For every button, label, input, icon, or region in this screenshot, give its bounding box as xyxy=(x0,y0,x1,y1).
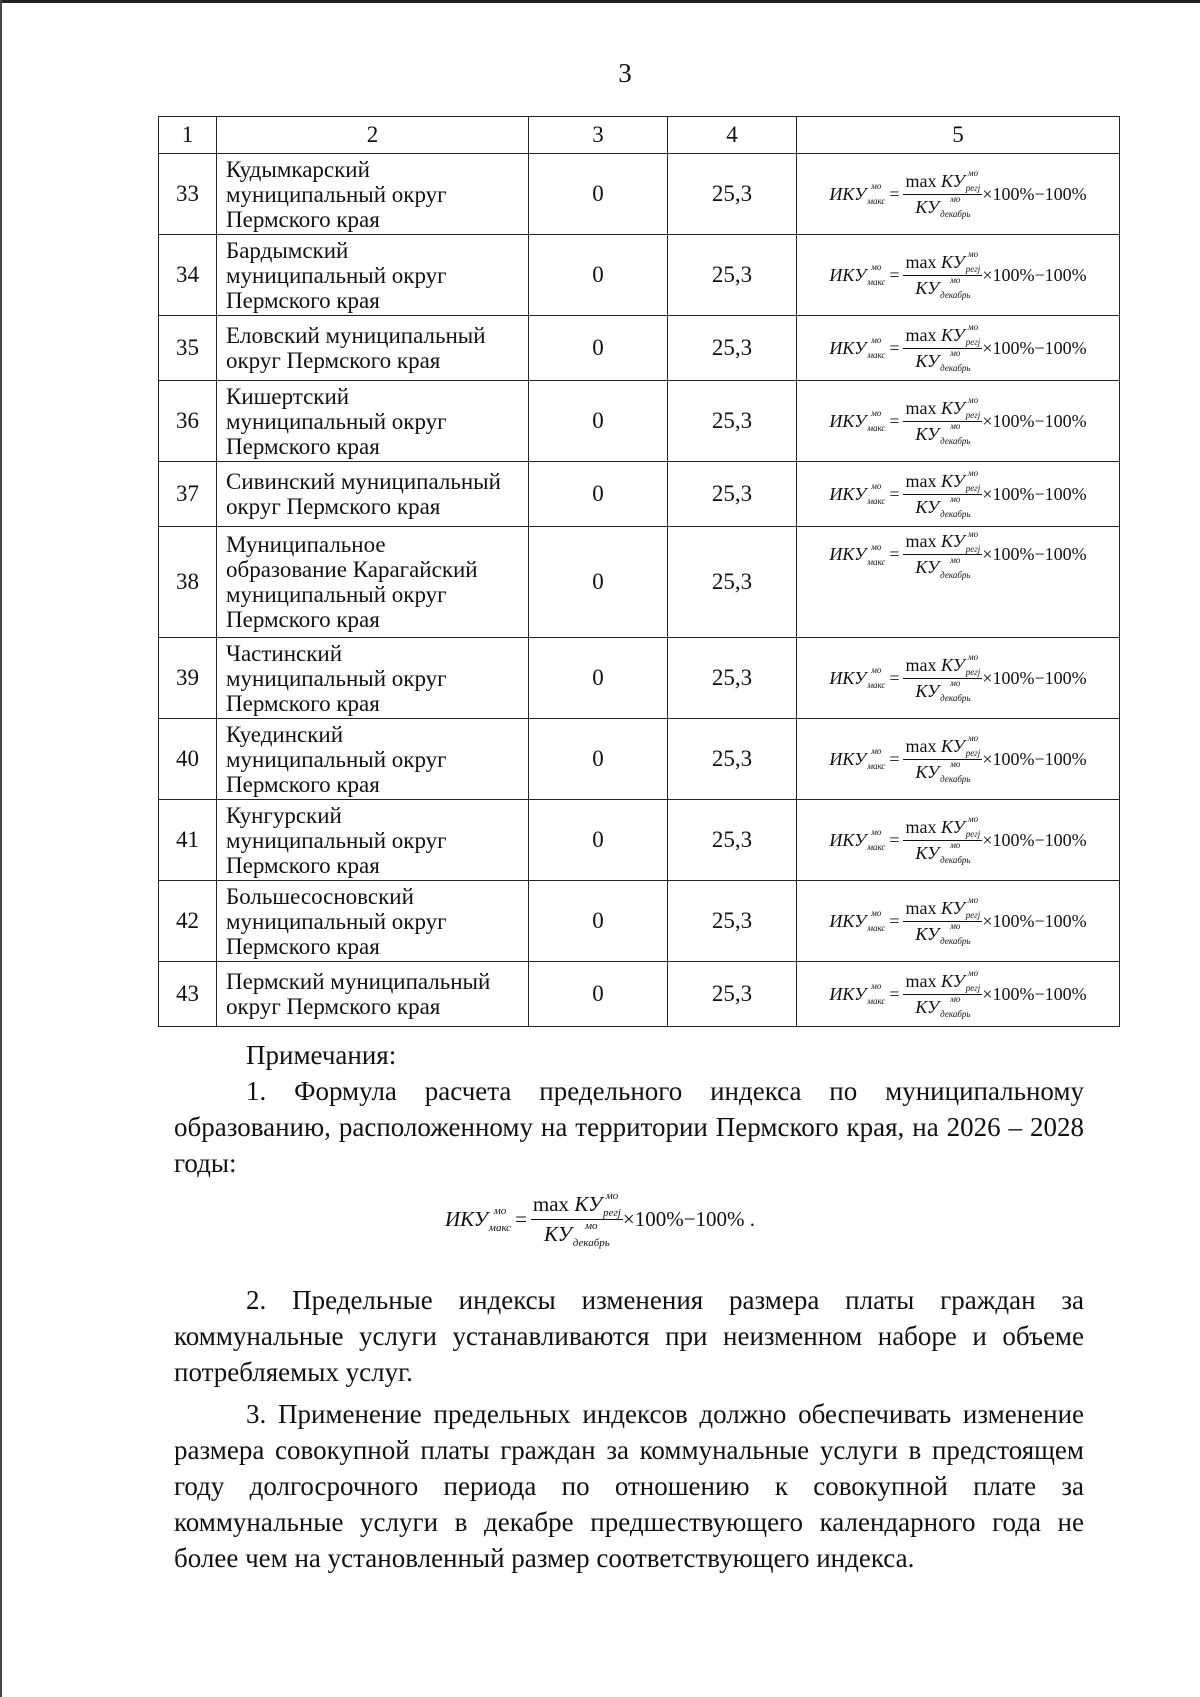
formula-den-var: КУ xyxy=(915,350,940,371)
formula-den-sup: мо xyxy=(950,678,961,688)
formula-den-sup: мо xyxy=(585,1219,598,1232)
formula-cell xyxy=(797,719,1120,800)
formula-eq: = xyxy=(889,410,900,431)
formula-den-sub: декабрь xyxy=(940,693,971,703)
formula-max: max xyxy=(905,970,937,991)
formula-den-var: КУ xyxy=(915,196,940,217)
formula-lhs-sub: макс xyxy=(867,842,886,852)
municipality-name xyxy=(217,381,529,462)
column-3-value: 0 xyxy=(529,235,668,316)
formula-num-sup: мо xyxy=(605,1189,619,1202)
name-line: Муниципальное xyxy=(226,532,386,557)
formula-lhs-sub: макс xyxy=(867,423,886,433)
name-line: Частинский xyxy=(226,640,343,666)
formula-num-sub: регj xyxy=(603,1206,621,1219)
formula-num-sup: мо xyxy=(967,395,979,405)
formula-lhs-sub: макс xyxy=(867,196,886,206)
column-3-value: 0 xyxy=(529,638,668,719)
formula-lhs-sub: макс xyxy=(867,350,886,360)
column-3-value: 0 xyxy=(529,154,668,235)
formula-max: max xyxy=(905,654,937,675)
formula-lhs-sub: макс xyxy=(867,996,886,1006)
row-formula xyxy=(829,733,1087,784)
formula-num-sup: мо xyxy=(967,528,979,539)
formula-num-sub: регj xyxy=(965,410,981,420)
row-formula xyxy=(829,814,1087,865)
formula-eq: = xyxy=(889,483,900,504)
formula-num-sub: регj xyxy=(965,264,981,274)
table-row xyxy=(159,462,1120,527)
column-3-value: 0 xyxy=(529,381,668,462)
column-4-value: 25,3 xyxy=(668,881,797,962)
header-cell: 5 xyxy=(797,117,1120,154)
formula-tail: ×100%−100% xyxy=(982,829,1087,850)
formula-eq: = xyxy=(889,910,900,931)
formula-lhs: ИКУ xyxy=(829,264,867,285)
column-3-value: 0 xyxy=(529,881,668,962)
formula-lhs-sub: макс xyxy=(867,277,886,287)
name-line: округ Пермского края xyxy=(226,994,441,1019)
name-line: образование Карагайский xyxy=(226,557,478,582)
row-formula xyxy=(829,528,1087,580)
name-line: Пермского края xyxy=(226,690,380,716)
formula-max: max xyxy=(905,251,937,272)
column-3-value: 0 xyxy=(529,316,668,381)
formula-lhs: ИКУ xyxy=(829,910,867,931)
formula-lhs: ИКУ xyxy=(829,544,867,564)
formula-den-sup: мо xyxy=(950,421,961,431)
header-cell: 2 xyxy=(217,117,529,154)
formula-tail: ×100%−100% xyxy=(982,667,1087,688)
formula-num-sup: мо xyxy=(967,968,979,978)
formula-eq: = xyxy=(889,983,900,1004)
row-number: 41 xyxy=(159,800,217,881)
formula-tail: ×100%−100% xyxy=(982,910,1087,931)
row-formula xyxy=(829,322,1087,373)
name-line: округ Пермского края xyxy=(226,494,441,519)
municipality-name xyxy=(217,527,529,638)
name-line: Еловский муниципальный xyxy=(226,323,486,348)
formula-num-sup: мо xyxy=(967,814,979,824)
formula-cell xyxy=(797,638,1120,719)
formula-cell xyxy=(797,235,1120,316)
formula-max: max xyxy=(905,735,937,756)
formula-lhs-sup: мо xyxy=(871,665,882,675)
column-4-value: 25,3 xyxy=(668,154,797,235)
table-row xyxy=(159,800,1120,881)
row-formula xyxy=(829,652,1087,703)
name-line: Кишертский xyxy=(226,383,350,409)
formula-num-sup: мо xyxy=(967,652,979,662)
formula-lhs-sup: мо xyxy=(871,335,882,345)
header-cell: 1 xyxy=(159,117,217,154)
formula-cell xyxy=(797,154,1120,235)
formula-lhs-sup: мо xyxy=(871,408,882,418)
formula-num-var: КУ xyxy=(940,170,965,191)
municipality-name xyxy=(217,154,529,235)
formula-den-var: КУ xyxy=(915,996,940,1017)
formula-num-sub: регj xyxy=(965,829,981,839)
formula-num-var: КУ xyxy=(940,735,965,756)
formula-num-var: КУ xyxy=(574,1192,603,1216)
name-line: муниципальный округ xyxy=(226,827,447,853)
name-line: муниципальный округ xyxy=(226,665,447,691)
column-4-value: 25,3 xyxy=(668,527,797,638)
column-4-value: 25,3 xyxy=(668,316,797,381)
row-formula xyxy=(829,895,1087,946)
formula-tail: ×100%−100% xyxy=(982,483,1087,504)
header-cell: 3 xyxy=(529,117,668,154)
formula-num-sup: мо xyxy=(967,168,979,178)
formula-lhs-sub: макс xyxy=(488,1221,512,1234)
formula-eq: = xyxy=(889,829,900,850)
formula-den-sup: мо xyxy=(950,194,961,204)
name-line: Пермского края xyxy=(226,771,380,797)
formula-lhs-sub: макс xyxy=(867,680,886,690)
scan-edge-left xyxy=(0,0,2,1697)
notes-heading-block xyxy=(174,1037,1084,1181)
formula-num-var: КУ xyxy=(940,470,965,491)
column-4-value: 25,3 xyxy=(668,638,797,719)
formula-max: max xyxy=(905,170,937,191)
name-line: Пермского края xyxy=(226,607,380,632)
formula-num-sub: регj xyxy=(965,983,981,993)
municipality-name xyxy=(217,638,529,719)
formula-lhs-sup: мо xyxy=(871,262,882,272)
formula-den-var: КУ xyxy=(915,842,940,863)
row-formula xyxy=(829,249,1087,300)
header-cell: 4 xyxy=(668,117,797,154)
formula-lhs: ИКУ xyxy=(829,983,867,1004)
row-formula xyxy=(829,968,1087,1019)
formula-num-sub: регj xyxy=(965,183,981,193)
formula-lhs: ИКУ xyxy=(829,667,867,688)
column-4-value: 25,3 xyxy=(668,462,797,527)
formula-num-var: КУ xyxy=(940,897,965,918)
formula-num-sub: регj xyxy=(965,667,981,677)
row-number: 34 xyxy=(159,235,217,316)
table-header-row xyxy=(159,117,1120,154)
name-line: муниципальный округ xyxy=(226,908,447,934)
formula-eq: = xyxy=(889,667,900,688)
formula-max: max xyxy=(905,531,937,551)
formula-lhs: ИКУ xyxy=(829,748,867,769)
column-4-value: 25,3 xyxy=(668,719,797,800)
formula-den-sup: мо xyxy=(950,921,961,931)
table-row xyxy=(159,381,1120,462)
formula-max: max xyxy=(905,816,937,837)
row-number: 33 xyxy=(159,154,217,235)
row-formula xyxy=(829,468,1087,519)
formula-num-var: КУ xyxy=(940,324,965,345)
name-line: Пермского края xyxy=(226,206,380,232)
formula-cell xyxy=(797,316,1120,381)
formula-lhs: ИКУ xyxy=(829,410,867,431)
formula-num-var: КУ xyxy=(940,816,965,837)
column-4-value: 25,3 xyxy=(668,235,797,316)
formula-den-var: КУ xyxy=(915,680,940,701)
municipality-name xyxy=(217,462,529,527)
formula-lhs-sup: мо xyxy=(871,981,882,991)
formula-den-sup: мо xyxy=(950,994,961,1004)
row-number: 40 xyxy=(159,719,217,800)
formula-den-sub: декабрь xyxy=(940,290,971,300)
formula-tail: ×100%−100% . xyxy=(622,1207,756,1231)
municipality-name xyxy=(217,881,529,962)
formula-den-sup: мо xyxy=(950,840,961,850)
formula-eq: = xyxy=(889,748,900,769)
formula-eq: = xyxy=(889,337,900,358)
name-line: муниципальный округ xyxy=(226,181,447,207)
formula-eq: = xyxy=(889,183,900,204)
regions-index-table xyxy=(158,116,1120,1027)
row-formula xyxy=(829,395,1087,446)
name-line: муниципальный округ xyxy=(226,408,447,434)
formula-den-sup: мо xyxy=(950,348,961,358)
table-row xyxy=(159,881,1120,962)
formula-num-sub: регj xyxy=(965,910,981,920)
formula-tail: ×100%−100% xyxy=(982,544,1087,564)
formula-num-sub: регj xyxy=(965,483,981,493)
formula-lhs-sup: мо xyxy=(871,746,882,756)
formula-den-var: КУ xyxy=(915,277,940,298)
formula-den-sub: декабрь xyxy=(940,936,971,946)
formula-den-var: КУ xyxy=(543,1222,572,1246)
note-1: 1. Формула расчета предельного индекса по муниципальному образованию, расположенному на территории Пермского края, на 2026 – 2028 годы: xyxy=(174,1076,1084,1178)
name-line: муниципальный округ xyxy=(226,262,447,288)
column-4-value: 25,3 xyxy=(668,962,797,1027)
column-4-value: 25,3 xyxy=(668,800,797,881)
table-row xyxy=(159,962,1120,1027)
municipality-name xyxy=(217,800,529,881)
name-line: муниципальный округ xyxy=(226,582,447,607)
formula-lhs-sup: мо xyxy=(871,181,882,191)
formula-cell xyxy=(797,462,1120,527)
formula-tail: ×100%−100% xyxy=(982,337,1087,358)
column-3-value: 0 xyxy=(529,527,668,638)
column-3-value: 0 xyxy=(529,800,668,881)
formula-den-sup: мо xyxy=(950,554,961,565)
formula-num-var: КУ xyxy=(940,397,965,418)
formula-den-sub: декабрь xyxy=(940,436,971,446)
formula-den-sub: декабрь xyxy=(940,774,971,784)
name-line: Большесосновский xyxy=(226,883,414,909)
formula-max: max xyxy=(905,470,937,491)
formula-eq: = xyxy=(515,1207,527,1231)
formula-max: max xyxy=(905,897,937,918)
formula-cell xyxy=(797,527,1120,638)
formula-num-var: КУ xyxy=(940,654,965,675)
name-line: Сивинский муниципальный xyxy=(226,469,501,494)
formula-den-var: КУ xyxy=(915,557,940,577)
formula-lhs-sub: макс xyxy=(867,496,886,506)
formula-den-var: КУ xyxy=(915,496,940,517)
name-line: Пермского края xyxy=(226,852,380,878)
table-row xyxy=(159,638,1120,719)
formula-lhs-sub: макс xyxy=(867,923,886,933)
formula-num-sup: мо xyxy=(967,468,979,478)
scan-edge-top xyxy=(0,0,1200,3)
note-2: 2. Предельные индексы изменения размера платы граждан за коммунальные услуги устанавливаются при неизменном наборе и объеме потребляемых услуг. xyxy=(174,1285,1084,1387)
municipality-name xyxy=(217,235,529,316)
notes-body xyxy=(174,1282,1084,1576)
formula-lhs: ИКУ xyxy=(444,1207,488,1231)
name-line: Пермского края xyxy=(226,433,380,459)
row-number: 39 xyxy=(159,638,217,719)
row-number: 42 xyxy=(159,881,217,962)
formula-tail: ×100%−100% xyxy=(982,748,1087,769)
municipality-name xyxy=(217,962,529,1027)
formula-lhs-sub: макс xyxy=(867,761,886,771)
name-line: Куединский xyxy=(226,721,344,747)
formula-den-sup: мо xyxy=(950,275,961,285)
name-line: округ Пермского края xyxy=(226,348,441,373)
column-3-value: 0 xyxy=(529,462,668,527)
formula-max: max xyxy=(905,324,937,345)
name-line: Пермского края xyxy=(226,933,380,959)
formula-tail: ×100%−100% xyxy=(982,264,1087,285)
formula-eq: = xyxy=(889,544,900,564)
formula-tail: ×100%−100% xyxy=(982,410,1087,431)
municipality-name xyxy=(217,316,529,381)
municipality-name xyxy=(217,719,529,800)
formula-num-sub: регj xyxy=(965,748,981,758)
formula-den-var: КУ xyxy=(915,423,940,444)
formula-den-sub: декабрь xyxy=(940,363,971,373)
row-number: 35 xyxy=(159,316,217,381)
formula-lhs: ИКУ xyxy=(829,183,867,204)
formula-den-sub: декабрь xyxy=(940,509,971,519)
formula-den-sub: декабрь xyxy=(940,855,971,865)
name-line: Кудымкарский xyxy=(226,156,370,182)
formula-den-sup: мо xyxy=(950,494,961,504)
row-number: 36 xyxy=(159,381,217,462)
name-line: Пермского края xyxy=(226,287,380,313)
row-formula xyxy=(829,168,1087,219)
name-line: Пермский муниципальный xyxy=(226,969,491,994)
formula-lhs: ИКУ xyxy=(829,337,867,358)
formula-den-sub: декабрь xyxy=(940,569,971,580)
formula-num-sup: мо xyxy=(967,249,979,259)
formula-den-sub: декабрь xyxy=(940,209,971,219)
formula-lhs-sup: мо xyxy=(871,908,882,918)
page-number: 3 xyxy=(618,58,632,88)
row-number: 43 xyxy=(159,962,217,1027)
formula-den-sub: декабрь xyxy=(940,1009,971,1019)
formula-num-sup: мо xyxy=(967,733,979,743)
formula-lhs-sup: мо xyxy=(871,827,882,837)
formula-lhs-sup: мо xyxy=(871,481,882,491)
formula-lhs: ИКУ xyxy=(829,829,867,850)
formula-num-var: КУ xyxy=(940,970,965,991)
formula-den-sup: мо xyxy=(950,759,961,769)
table-row xyxy=(159,316,1120,381)
formula-cell xyxy=(797,381,1120,462)
formula-num-var: КУ xyxy=(940,251,965,272)
formula-lhs-sup: мо xyxy=(871,541,882,552)
formula-den-sub: декабрь xyxy=(572,1236,610,1249)
formula-num-sub: регj xyxy=(965,543,981,554)
notes-formula xyxy=(0,1189,1200,1249)
column-4-value: 25,3 xyxy=(668,381,797,462)
formula-max: max xyxy=(532,1192,570,1216)
formula-eq: = xyxy=(889,264,900,285)
notes-heading: Примечания: xyxy=(246,1040,397,1070)
row-number: 37 xyxy=(159,462,217,527)
row-number: 38 xyxy=(159,527,217,638)
formula-max: max xyxy=(905,397,937,418)
table-row xyxy=(159,154,1120,235)
formula-cell xyxy=(797,800,1120,881)
name-line: муниципальный округ xyxy=(226,746,447,772)
name-line: Бардымский xyxy=(226,237,349,263)
name-line: Кунгурский xyxy=(226,802,342,828)
formula-tail: ×100%−100% xyxy=(982,983,1087,1004)
formula-cell xyxy=(797,962,1120,1027)
table-row xyxy=(159,235,1120,316)
formula-num-sub: регj xyxy=(965,337,981,347)
formula-num-sup: мо xyxy=(967,322,979,332)
note-3: 3. Применение предельных индексов должно обеспечивать изменение размера совокупной платы граждан за коммунальные услуги в предстоящем году долгосрочного периода по отношению к совокупной плате за коммунальные услуги в декабре предшествующего календарного года не более чем на установленный размер соответствующего индекса. xyxy=(174,1399,1084,1573)
formula-den-var: КУ xyxy=(915,923,940,944)
formula-num-sup: мо xyxy=(967,895,979,905)
table-row xyxy=(159,719,1120,800)
column-3-value: 0 xyxy=(529,719,668,800)
formula-tail: ×100%−100% xyxy=(982,183,1087,204)
formula-lhs: ИКУ xyxy=(829,483,867,504)
formula-den-var: КУ xyxy=(915,761,940,782)
table-row xyxy=(159,527,1120,638)
formula-cell xyxy=(797,881,1120,962)
formula-lhs-sub: макс xyxy=(867,556,886,567)
formula xyxy=(444,1189,756,1249)
column-3-value: 0 xyxy=(529,962,668,1027)
formula-lhs-sup: мо xyxy=(493,1204,507,1217)
formula-num-var: КУ xyxy=(940,531,965,551)
